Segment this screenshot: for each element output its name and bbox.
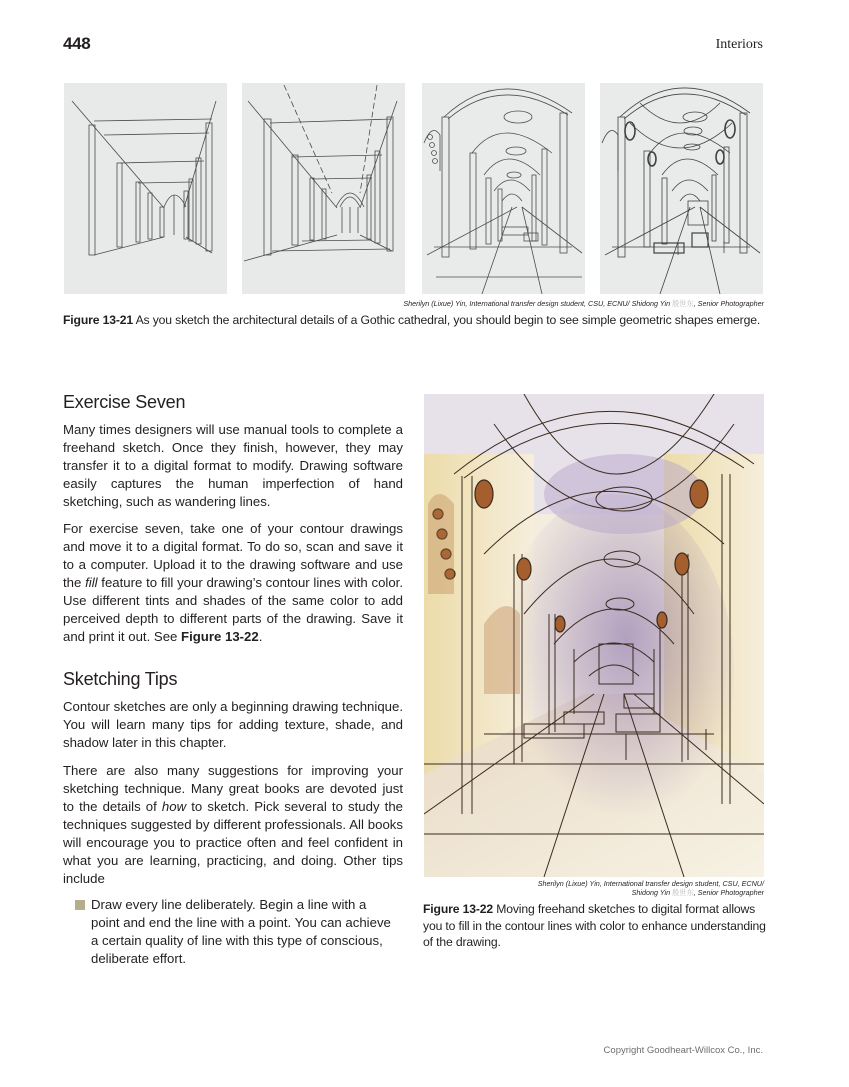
figure-label: Figure 13-21 [63, 313, 133, 327]
page-number: 448 [63, 34, 91, 53]
figure-13-21-credit: Sherilyn (Lixue) Yin, International transfer design student, CSU, ECNU/ Shidong Yin 殷世东, Senior Photographer [403, 299, 764, 308]
figure-label: Figure 13-22 [423, 902, 493, 916]
figure-13-22-credit: Sherilyn (Lixue) Yin, International transfer design student, CSU, ECNU/ Shidong Yin 殷世东, Senior Photographer [537, 879, 764, 897]
square-bullet-icon [75, 900, 85, 910]
figure-13-22-image [424, 394, 764, 877]
sketch-stage-2-image [242, 83, 405, 294]
bullet-list-item: Draw every line deliberately. Begin a line with a point and end the line with a point. You can achieve a certain quality of line with this type of conscious, deliberate effort. [75, 896, 395, 968]
sketch-stage-1-image [64, 83, 227, 294]
exercise-seven-heading: Exercise Seven [63, 392, 186, 412]
sketching-tips-paragraph-2: There are also many suggestions for improving your sketching technique. Many great books are devoted just to the details of how to sketch. Pick several to study the techniques suggested by different professionals. All books will encourage you to practice often and feel confident in what you are learning, practicing, and doing. Other tips include [63, 763, 403, 886]
figure-13-22-caption: Figure 13-22 Moving freehand sketches to digital format allows you to fill in the contour lines with color to enhance understanding of the drawing. [423, 902, 766, 949]
exercise-seven-paragraph-2: For exercise seven, take one of your contour drawings and move it to a digital format. To do so, scan and save it to a computer. Upload it to the drawing software and use the fill feature to fill your drawing’s contour lines with color. Use different tints and shades of the same color to add perceived depth to different parts of the drawing. Save it and print it out. See Figure 13-22. [63, 521, 404, 644]
running-head: Interiors [715, 37, 763, 52]
figure-13-21-images [64, 83, 764, 294]
sketch-stage-4-image [600, 83, 763, 294]
sketching-tips-paragraph-1: Contour sketches are only a beginning drawing technique. You will learn many tips for adding texture, shade, and shadow later in this chapter. [63, 699, 403, 750]
figure-reference-link: Figure 13-22 [181, 629, 259, 644]
figure-13-21-caption: Figure 13-21 As you sketch the architectural details of a Gothic cathedral, you should begin to see simple geometric shapes emerge. [63, 313, 761, 327]
copyright-footer: Copyright Goodheart-Willcox Co., Inc. [603, 1045, 763, 1056]
sketching-tips-heading: Sketching Tips [63, 669, 178, 689]
sketch-stage-3-image [422, 83, 585, 294]
exercise-seven-paragraph-1: Many times designers will use manual tools to complete a freehand sketch. Once they finish, however, they may transfer it to a digital format to modify. Drawing software easily captures the human imperfection of hand sketching, such as wandering lines. [63, 422, 403, 509]
